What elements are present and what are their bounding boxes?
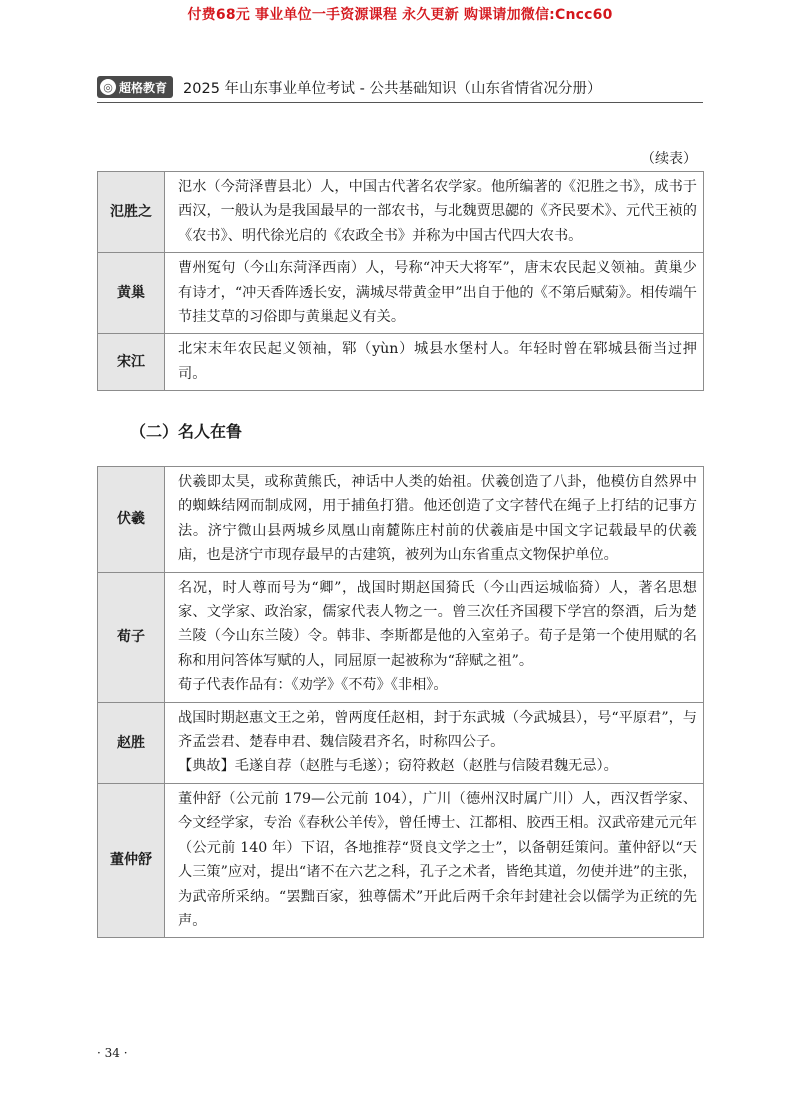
description-paragraph: 名况，时人尊而号为“卿”，战国时期赵国猗氏（今山西运城临猗）人，著名思想家、文学家、政治家，儒家代表人物之一。曾三次任齐国稷下学宫的祭酒，后为楚兰陵（今山东兰陵）令。韩非、李斯都是他的入室弟子。荀子是第一个使用赋的名称和用问答体写赋的人，同屈原一起被称为“辞赋之祖”。 [178,579,697,669]
section-heading: （二）名人在鲁 [130,422,243,441]
person-description [165,572,704,702]
logo-icon: ◎ [100,79,116,95]
table-row [98,783,704,937]
person-description [165,783,704,937]
figures-table-continued [97,171,704,391]
person-description [165,172,704,253]
watermark-banner: 付费68元 事业单位一手资源课程 永久更新 购课请加微信:Cncc60 [187,7,613,23]
person-name: 黄巢 [98,253,165,334]
person-name: 宋江 [98,334,165,391]
person-description [165,467,704,573]
table-row [98,702,704,783]
person-name: 赵胜 [98,702,165,783]
header-title: 2025 年山东事业单位考试 - 公共基础知识（山东省情省况分册） [183,80,602,97]
continued-label: （续表） [641,151,697,167]
description-paragraph: 曹州冤句（今山东菏泽西南）人，号称“冲天大将军”，唐末农民起义领袖。黄巢少有诗才，“冲天香阵透长安，满城尽带黄金甲”出自于他的《不第后赋菊》。相传端午节挂艾草的习俗即与黄巢起义有关。 [178,260,697,326]
person-name: 荀子 [98,572,165,702]
table-row [98,172,704,253]
header-divider [97,102,703,103]
table-row [98,467,704,573]
table-row [98,572,704,702]
description-paragraph: 【典故】毛遂自荐（赵胜与毛遂）；窃符救赵（赵胜与信陵君魏无忌）。 [178,758,618,775]
person-description [165,702,704,783]
description-paragraph: 荀子代表作品有：《劝学》《不苟》《非相》。 [178,677,448,694]
logo-text: 超格教育 [119,80,168,95]
description-paragraph: 伏羲即太昊，或称黄熊氏，神话中人类的始祖。伏羲创造了八卦，他模仿自然界中的蜘蛛结网而制成网，用于捕鱼打猎。他还创造了文字替代在绳子上打结的记事方法。济宁微山县两城乡凤凰山南麓陈庄村前的伏羲庙是中国文字记载最早的伏羲庙，也是济宁市现存最早的古建筑，被列为山东省重点文物保护单位。 [178,474,697,564]
description-paragraph: 北宋末年农民起义领袖，郓（yùn）城县水堡村人。年轻时曾在郓城县衙当过押司。 [178,341,697,382]
person-description [165,334,704,391]
figures-table-famous-people [97,466,704,938]
person-name: 董仲舒 [98,783,165,937]
page-number: · 34 · [97,1046,128,1060]
page-header [97,74,703,100]
description-paragraph: 董仲舒（公元前 179—公元前 104），广川（德州汉时属广川）人，西汉哲学家、今文经学家，专治《春秋公羊传》，曾任博士、江都相、胶西王相。汉武帝建元元年（公元前 140 年）下诏，各地推荐“贤良文学之士”，以备朝廷策问。董仲舒以“天人三策”应对，提出“诸不在六艺之科，孔子之术者，皆绝其道，勿使并进”的主张，为武帝所采纳。“罢黜百家，独尊儒术”开此后两千余年封建社会以儒学为正统的先声。 [178,790,697,929]
person-name: 氾胜之 [98,172,165,253]
description-paragraph: 战国时期赵惠文王之弟，曾两度任赵相，封于东武城（今武城县），号“平原君”，与齐孟尝君、楚春申君、魏信陵君齐名，时称四公子。 [178,709,697,751]
person-description [165,253,704,334]
publisher-logo [97,76,173,98]
table-row [98,334,704,391]
description-paragraph: 氾水（今菏泽曹县北）人，中国古代著名农学家。他所编著的《氾胜之书》，成书于西汉，一般认为是我国最早的一部农书，与北魏贾思勰的《齐民要术》、元代王祯的《农书》、明代徐光启的《农政全书》并称为中国古代四大农书。 [178,179,697,244]
table-row [98,253,704,334]
person-name: 伏羲 [98,467,165,573]
